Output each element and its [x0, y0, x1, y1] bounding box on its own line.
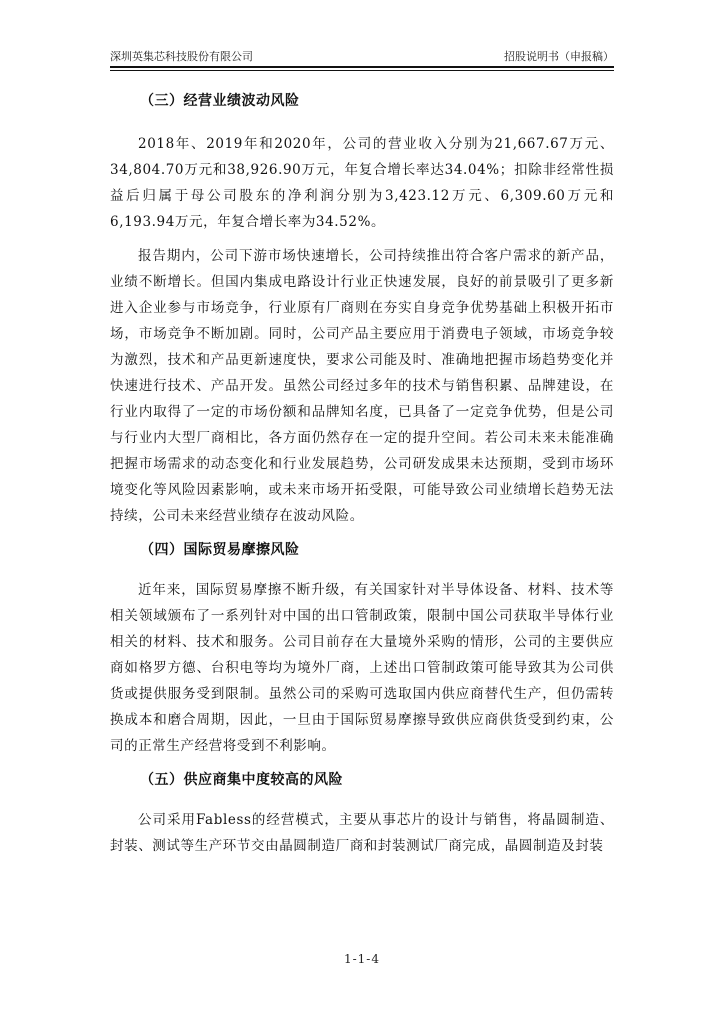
page-number: 1-1-4: [343, 952, 380, 966]
section-heading-supplier-concentration-risk: （五）供应商集中度较高的风险: [140, 772, 343, 788]
paragraph-fabless-model: 公司采用Fabless的经营模式，主要从事芯片的设计与销售，将晶圆制造、封装、测试等生产环节交由晶圆制造厂商和封装测试厂商完成，晶圆制造及封装: [110, 812, 614, 854]
paragraph-market-competition: 报告期内，公司下游市场快速增长，公司持续推出符合客户需求的新产品，业绩不断增长。但国内集成电路设计行业正快速发展，良好的前景吸引了更多新进入企业参与市场竞争，行业原有厂商则在夯实自身竞争优势基础上积极开拓市场，市场竞争不断加剧。同时，公司产品主要应用于消费电子领域，市场竞争较为激烈，技术和产品更新速度快，要求公司能及时、准确地把握市场趋势变化并快速进行技术、产品开发。虽然公司经过多年的技术与销售积累、品牌建设，在行业内取得了一定的市场份额和品牌知名度，已具备了一定竞争优势，但是公司与行业内大型厂商相比，各方面仍然存在一定的提升空间。若公司未来未能准确把握市场需求的动态变化和行业发展趋势，公司研发成果未达预期，受到市场环境变化等风险因素影响，或未来市场开拓受限，可能导致公司业绩增长趋势无法持续，公司未来经营业绩存在波动风险。: [110, 248, 614, 524]
page-header: [110, 44, 614, 68]
section-heading-performance-risk: （三）经营业绩波动风险: [140, 93, 300, 109]
paragraph-trade-friction: 近年来，国际贸易摩擦不断升级，有关国家针对半导体设备、材料、技术等相关领域颁布了一系列针对中国的出口管制政策，限制中国公司获取半导体行业相关的材料、技术和服务。公司目前存在大量境外采购的情形，公司的主要供应商如格罗方德、台积电等均为境外厂商，上述出口管制政策可能导致其为公司供货或提供服务受到限制。虽然公司的采购可选取国内供应商替代生产，但仍需转换成本和磨合周期，因此，一旦由于国际贸易摩擦导致供应商供货受到约束，公司的正常生产经营将受到不利影响。: [110, 582, 614, 754]
header-company-name: 深圳英集芯科技股份有限公司: [110, 50, 253, 63]
header-document-type: 招股说明书（申报稿）: [504, 50, 614, 63]
document-body: [110, 90, 614, 859]
paragraph-revenue-figures: 2018年、2019年和2020年，公司的营业收入分别为21,667.67万元、34,804.70万元和38,926.90万元，年复合增长率达34.04%；扣除非经常性损益后归属于母公司股东的净利润分别为3,423.12万元、6,309.60万元和6,193.94万元，年复合增长率为34.52%。: [110, 136, 614, 230]
section-heading-trade-friction-risk: （四）国际贸易摩擦风险: [140, 542, 300, 558]
